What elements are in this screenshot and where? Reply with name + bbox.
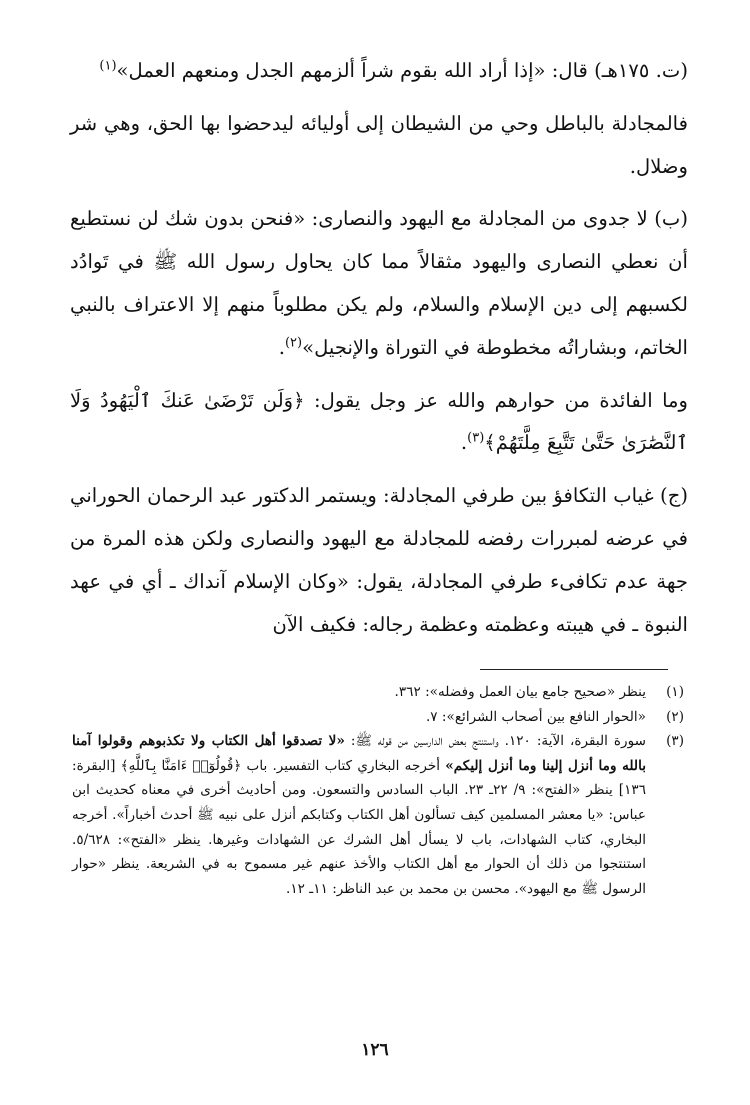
paragraph-3-tail: .	[278, 335, 285, 359]
main-text	[70, 50, 688, 656]
paragraph-4	[70, 380, 688, 466]
page-number: ١٢٦	[361, 1040, 389, 1060]
paragraph-3	[70, 198, 688, 369]
footnotes	[72, 680, 684, 901]
footnote-2-number: (٢)	[666, 708, 684, 725]
footnote-2	[72, 705, 684, 730]
paragraph-4-tail: .	[460, 431, 468, 455]
paragraph-2-text: فالمجادلة بالباطل وحي من الشيطان إلى أوليائه ليدحضوا بها الحق، وهي شر وضلال.	[70, 111, 688, 178]
footnote-3-lead: سورة البقرة، الآية: ١٢٠. واستنتج بعض الدارسين من قوله ﷺ:	[350, 733, 646, 750]
paragraph-5-text: (ج) غياب التكافؤ بين طرفي المجادلة: ويستمر الدكتور عبد الرحمان الحوراني في عرضه لمبررات رفضه للمجادلة مع اليهود والنصارى ولكن هذه المرة من جهة عدم تكافىء طرفي المجادلة، يقول: «وكان الإسلام آنداك ـ أي في عهد النبوة ـ في هيبته وعظمته وعظمة رجاله: فكيف الآن	[70, 484, 688, 636]
paragraph-1	[70, 50, 688, 93]
footnote-3	[72, 729, 684, 901]
footnote-1	[72, 680, 684, 705]
paragraph-2	[70, 103, 688, 189]
paragraph-1-text: (ت. ١٧٥هـ) قال: «إذا أراد الله بقوم شراً ألزمهم الجدل ومنعهم العمل»	[116, 59, 688, 82]
footnote-1-number: (١)	[666, 684, 684, 700]
footnote-1-text: ينظر «صحيح جامع بيان العمل وفضله»: ٣٦٢.	[394, 684, 646, 700]
footnote-ref-1: (١)	[99, 58, 117, 74]
footnote-ref-3: (٣)	[467, 430, 485, 446]
footnote-2-text: «الحوار النافع بين أصحاب الشرائع»: ٧.	[425, 708, 646, 725]
paragraph-5	[70, 475, 688, 646]
footnote-3-hadith: «لا تصدقوا أهل الكتاب ولا تكذبوهم وقولوا آمنا بالله وما أنزل إلينا وما أنزل إليكم»	[72, 733, 647, 774]
footnote-3-rest: أخرجه البخاري كتاب التفسير. باب ﴿قُولُوٓا۟ ءَامَنَّا بِٱللَّهِ﴾ [البقرة: ١٣٦] ينظر «الفتح»: ٩/ ٢٢ـ ٢٣. الباب السادس والتسعون. ومن أحاديث أخرى في معناه كحديث ابن عباس: «يا معشر المسلمين كيف تسألون أهل الكتاب وكتابكم أنزل على نبيه ﷺ أحدث أخباراً». أخرجه البخاري، كتاب الشهادات، باب لا يسأل أهل الشرك عن الشهادات وغيرها. ينظر «الفتح»: ٥/٦٢٨. استنتجوا من ذلك أن الحوار مع أهل الكتاب والأخذ عنهم غير مسموح به في الشريعة. ينظر «حوار الرسول ﷺ مع اليهود». محسن بن محمد بن عبد الناظر: ١١ـ ١٢.	[72, 757, 646, 897]
paragraph-4-text: وما الفائدة من حوارهم والله عز وجل يقول:	[314, 388, 688, 412]
quran-verse: ﴿وَلَن تَرْضَىٰ عَنكَ ٱلْيَهُودُ وَلَا ٱلنَّصَٰرَىٰ حَتَّىٰ تَتَّبِعَ مِلَّتَهُمْ﴾	[70, 388, 688, 455]
paragraph-3-text: (ب) لا جدوى من المجادلة مع اليهود والنصارى: «فنحن بدون شك لن نستطيع أن نعطي النصارى واليهود مثقالاً مما كان يحاول رسول الله ﷺ في تَوادُد لكسبهم إلى دين الإسلام والسلام، ولم يكن مطلوباً منهم إلا الاعتراف بالنبي الخاتم، وبشاراتُه مخطوطة في التوراة والإنجيل»	[70, 207, 688, 359]
footnote-3-number: (٣)	[666, 733, 684, 750]
footnote-divider	[480, 669, 668, 670]
footnote-ref-2: (٢)	[284, 335, 303, 351]
